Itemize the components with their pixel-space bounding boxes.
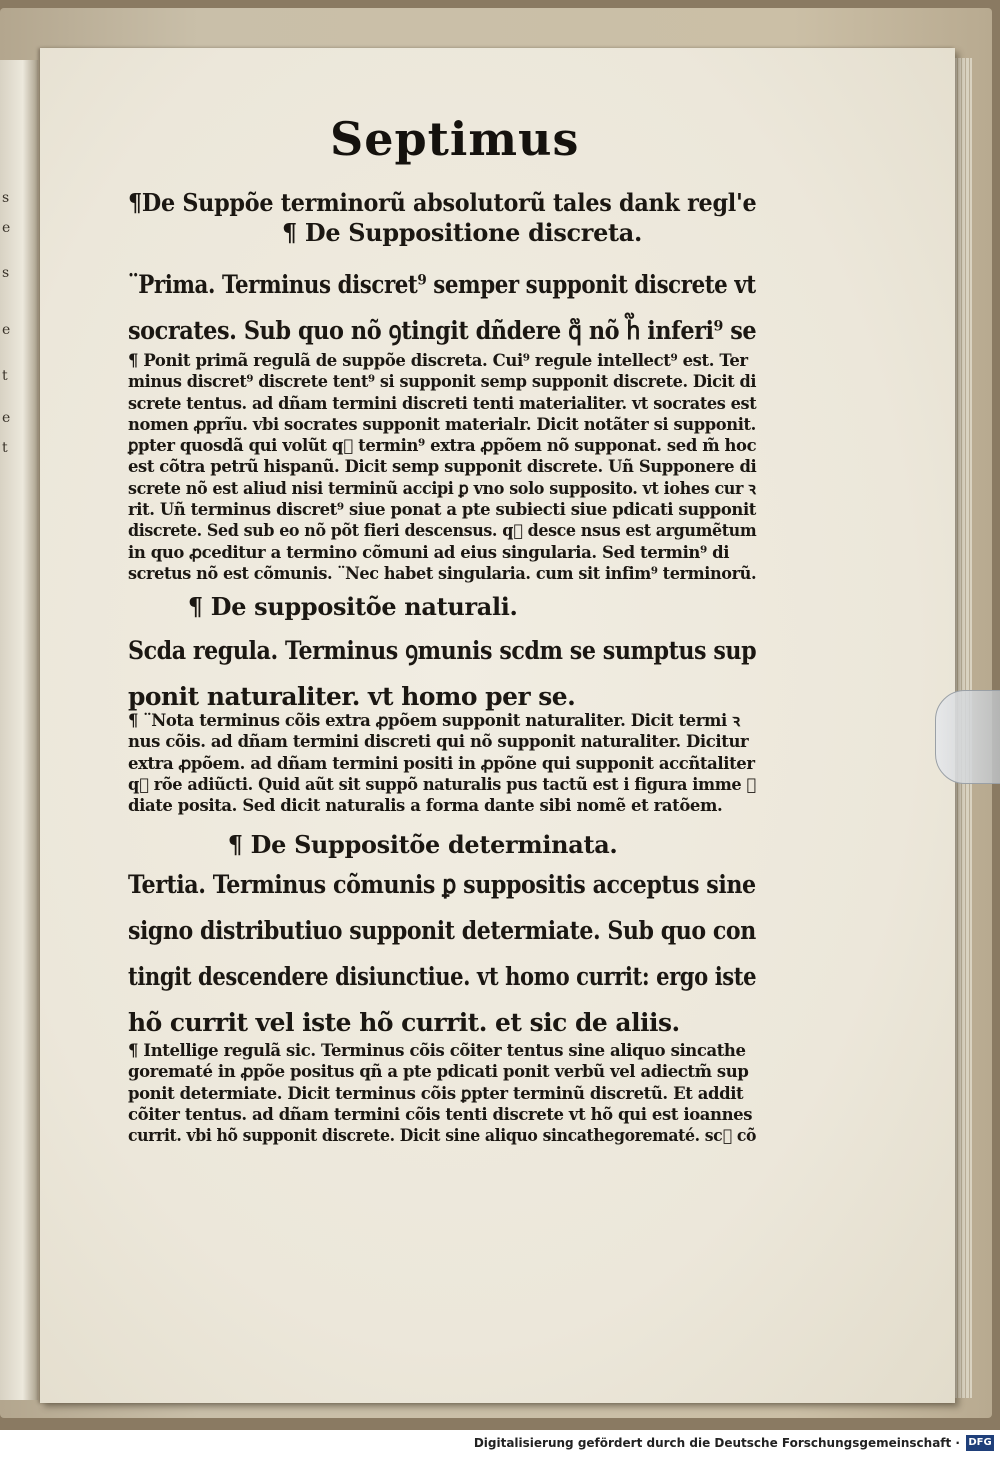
rule-line: Scda regula. Terminus ꝯmunis scdm se sumptus sup <box>128 636 757 665</box>
intro-line: ¶De Suppõe terminorũ absolutorũ tales dank regl'e <box>128 188 757 217</box>
left-page-edge <box>0 60 38 1400</box>
gloss-line: scretus nõ est cõmunis. ¨Nec habet singularia. cum sit infim⁹ terminorũ. <box>128 563 757 583</box>
gloss-line: diate posita. Sed dicit naturalis a forma dante sibi nomẽ et ratõem. <box>128 796 723 816</box>
gloss-line: in quo ꝓceditur a termino cõmuni ad eius singularia. Sed termin⁹ di <box>128 542 730 562</box>
gloss-line: discrete. Sed sub eo nõ põt fieri descensus. q᷑ desce nsus est argumẽtum <box>128 521 757 541</box>
left-page-mark: e <box>2 322 11 338</box>
left-page-mark: e <box>2 410 11 426</box>
left-page-mark: e <box>2 220 11 236</box>
section-2-title-wrap <box>128 592 758 622</box>
rule-1 <box>128 262 758 354</box>
rule-line: ¨Prima. Terminus discret⁹ semper supponit discrete vt <box>128 270 756 299</box>
left-page-mark: t <box>2 368 8 384</box>
gloss-line: ¶ Intellige regulã sic. Terminus cõis cõiter tentus sine aliquo sincathe <box>128 1041 746 1060</box>
gloss-line: nus cõis. ad dñam termini discreti qui nõ supponit naturaliter. Dicitur <box>128 732 749 752</box>
gloss-line: extra ꝓpõem. ad dñam termini positi in ꝓpõne qui supponit accñtaliter <box>128 753 755 773</box>
gloss-line: ¶ Ponit primã regulã de suppõe discreta. Cui⁹ regule intellect⁹ est. Ter <box>128 351 748 370</box>
gloss-line: ponit determiate. Dicit terminus cõis ꝑpter terminũ discretũ. Et addit <box>128 1083 744 1103</box>
rule-line: ponit naturaliter. vt homo per se. <box>128 682 576 711</box>
left-page-mark: s <box>2 190 10 206</box>
gloss-line: est cõtra petrũ hispanũ. Dicit semp supponit discrete. Uñ Supponere di <box>128 457 757 477</box>
gloss-line: screte nõ est aliud nisi terminũ accipi ꝑ vno solo supposito. vt iohes cur ꝛ <box>128 478 756 498</box>
section-3-title-wrap <box>128 830 758 860</box>
rule-3 <box>128 862 758 1046</box>
dfg-logo: DFG <box>966 1435 994 1451</box>
rule-line: Tertia. Terminus cõmunis ꝑ suppositis acceptus sine <box>128 870 756 899</box>
plastic-clip <box>935 690 1000 784</box>
section-title: ¶ De Suppositione discreta. <box>281 218 643 247</box>
gloss-line: nomen ꝓprĩu. vbi socrates supponit materialr. Dicit notãter si supponit. <box>128 414 756 434</box>
gloss-3 <box>128 1040 758 1146</box>
section-title: ¶ De suppositõe naturali. <box>187 592 518 621</box>
rule-2 <box>128 628 758 720</box>
section-intro <box>128 188 758 248</box>
gloss-line: minus discret⁹ discrete tent⁹ si supponit semp supponit discrete. Dicit di <box>128 372 757 392</box>
gloss-line: rit. Uñ terminus discret⁹ siue ponat a pte subiecti siue pdicati supponit <box>128 500 756 520</box>
gloss-line: q᷑ rõe adiũcti. Quid aũt sit suppõ naturalis pus tactũ est i figura imme ꝛ <box>128 774 756 794</box>
gloss-line: screte tentus. ad dñam termini discreti tenti materialiter. vt socrates est <box>128 393 757 413</box>
rule-line: socrates. Sub quo nõ ꝯtingit dñdere q᷑ nõ h᷑ inferi⁹ se <box>128 316 757 345</box>
page-heading: Septimus <box>330 112 580 166</box>
gloss-line: cõiter tentus. ad dñam termini cõis tenti discrete vt hõ qui est ioannes <box>128 1104 753 1124</box>
gloss-1 <box>128 350 758 584</box>
gloss-line: currit. vbi hõ supponit discrete. Dicit sine aliquo sincathegorematé. sc᷑ cõ <box>128 1126 757 1146</box>
gloss-2 <box>128 710 758 816</box>
footer-credit: Digitalisierung gefördert durch die Deutsche Forschungsgemeinschaft · <box>473 1436 960 1450</box>
rule-line: signo distributiuo supponit determiate. Sub quo con <box>128 916 756 945</box>
gloss-line: ¶ ¨Nota terminus cõis extra ꝓpõem supponit naturaliter. Dicit termi ꝛ <box>128 711 740 730</box>
left-page-mark: s <box>2 265 10 281</box>
rule-line: tingit descendere disiunctiue. vt homo currit: ergo iste <box>128 962 757 991</box>
gloss-line: ꝑpter quosdã qui volũt q᷑ termin⁹ extra ꝓpõem nõ supponat. sed m̃ hoc <box>128 436 757 456</box>
gloss-line: gorematé in ꝓpõe positus qñ a pte pdicati ponit verbũ vel adiectm̃ sup <box>128 1062 749 1082</box>
footer-bar <box>0 1432 1000 1457</box>
section-title: ¶ De Suppositõe determinata. <box>227 830 618 859</box>
rule-line: hõ currit vel iste hõ currit. et sic de aliis. <box>128 1008 680 1037</box>
left-page-mark: t <box>2 440 8 456</box>
